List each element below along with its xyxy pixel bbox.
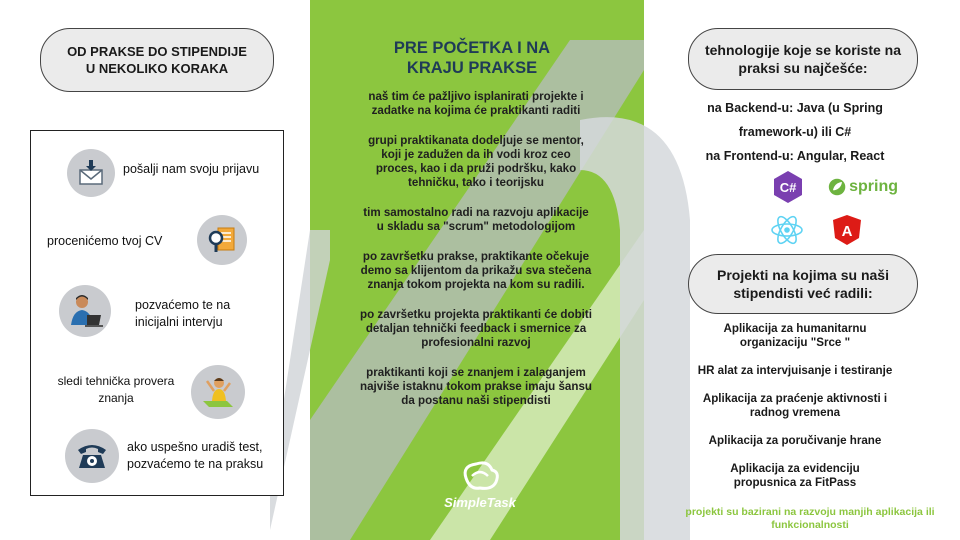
projects-note-text: projekti su bazirani na razvoju manjih aplikacija ili funkcionalnosti (685, 506, 935, 531)
middle-paragraphs (360, 90, 592, 424)
simpletask-logo-icon (458, 458, 502, 494)
project-4: Aplikacija za poručivanje hrane (708, 434, 882, 447)
paragraph-4: po završetku prakse, praktikante očekuje demo sa klijentom da prikažu sva stečena znanja tokom projekta na kom su radili. (360, 250, 592, 291)
tech-lines (680, 96, 910, 168)
step-text-2: procenićemo tvoj CV (47, 234, 163, 248)
tech-title-pill (688, 28, 918, 90)
spring-logo-label: spring (849, 178, 898, 195)
projects-note (680, 506, 940, 532)
step-text-3: pozvaćemo te na inicijalni intervju (135, 298, 231, 329)
steps-title: OD PRAKSE DO STIPENDIJE U NEKOLIKO KORAKA (67, 44, 247, 76)
project-2: HR alat za intervjuisanje i testiranje (697, 364, 893, 377)
paragraph-3: tim samostalno radi na razvoju aplikacije u skladu sa "scrum" metodologijom (363, 206, 589, 233)
step-text-5: ako uspešno uradiš test, pozvaćemo te na praksu (127, 440, 264, 471)
paragraph-6: praktikanti koji se znanjem i zalaganjem najviše istaknu tokom prakse imaju šansu da postanu naši stipendisti (360, 366, 592, 407)
step-text-4: sledi tehnička provera znanja (57, 374, 175, 405)
paragraph-5: po završetku projekta praktikanti će dobiti detaljan tehnički feedback i smernice za profesionalni razvoj (360, 308, 592, 349)
frontend-line: na Frontend-u: Angular, React (705, 149, 885, 163)
react-logo-icon (770, 214, 804, 246)
spring-logo-icon (828, 172, 898, 202)
project-3: Aplikacija za praćenje aktivnosti i radnog vremena (702, 392, 888, 419)
csharp-logo-label: C# (779, 180, 797, 195)
person-laptop-icon (59, 285, 111, 337)
paragraph-1: naš tim će pažljivo isplanirati projekte i zadatke na kojima će praktikanti raditi (368, 90, 584, 117)
projects-title-pill (688, 254, 918, 314)
middle-title: PRE POČETKA I NA KRAJU PRAKSE (393, 39, 551, 77)
steps-box (30, 130, 284, 496)
steps-title-pill (40, 28, 274, 92)
backend-line: na Backend-u: Java (u Spring framework-u) ili C# (707, 101, 883, 139)
document-magnifier-icon (197, 215, 247, 265)
envelope-download-icon (67, 149, 115, 197)
angular-logo-icon (832, 214, 862, 246)
project-5: Aplikacija za evidenciju propusnica za FitPass (730, 462, 860, 489)
paragraph-2: grupi praktikanata dodeljuje se mentor, koji je zadužen da ih vodi kroz ceo proces, kao i da pruži podršku, kako tehničku, tako i teorijsku (368, 134, 584, 189)
telephone-icon (65, 429, 119, 483)
projects-list (680, 322, 910, 504)
step-text-1: pošalji nam svoju prijavu (123, 162, 260, 176)
angular-logo-label: A (841, 223, 853, 240)
tech-title: tehnologije koje se koriste na praksi su najčešće: (704, 42, 902, 76)
person-celebrating-icon (191, 365, 245, 419)
project-1: Aplikacija za humanitarnu organizaciju "Srce " (723, 322, 867, 349)
projects-title: Projekti na kojima su naši stipendisti već radili: (717, 267, 889, 301)
csharp-logo-icon (772, 170, 804, 204)
simpletask-logo-text: SimpleTask (444, 495, 516, 510)
simpletask-logo (440, 458, 520, 510)
